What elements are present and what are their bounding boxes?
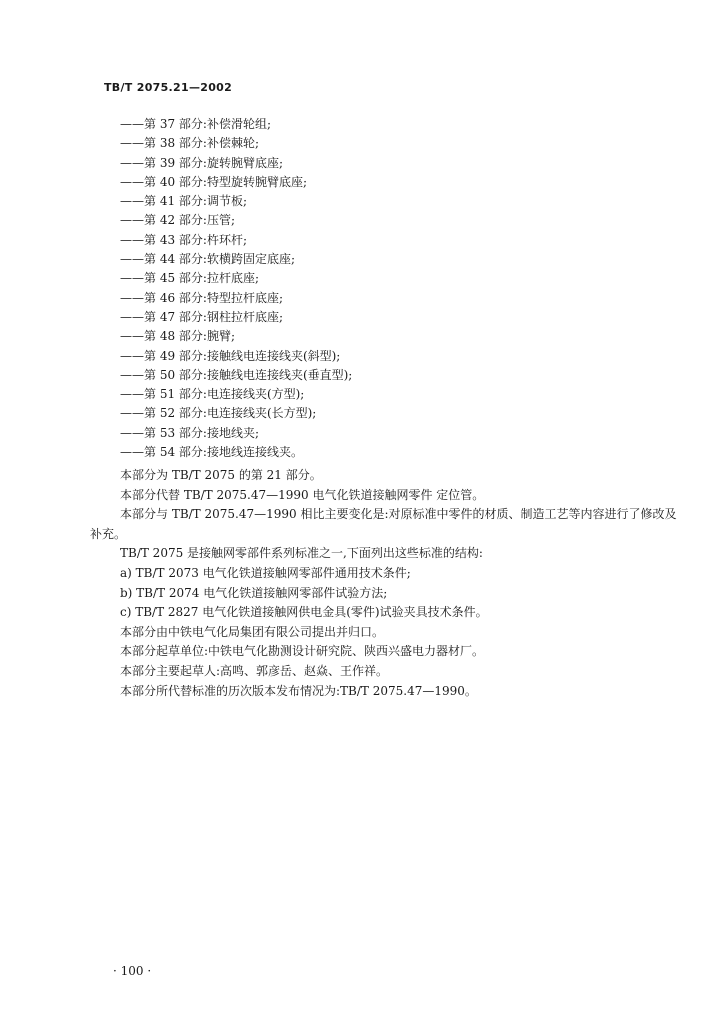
proposer-statement: 本部分由中铁电气化局集团有限公司提出并归口。 xyxy=(120,624,385,639)
part-statement: 本部分为 TB/T 2075 的第 21 部分。 xyxy=(120,468,322,482)
edition-history: 本部分所代替标准的历次版本发布情况为:TB/T 2075.47—1990。 xyxy=(120,683,477,698)
list-item: ——第 50 部分:接触线电连接线夹(垂直型); xyxy=(120,367,353,382)
list-item: ——第 37 部分:补偿滑轮组; xyxy=(120,117,271,131)
list-item: ——第 51 部分:电连接线夹(方型); xyxy=(120,387,305,402)
list-item: ——第 53 部分:接地线夹; xyxy=(120,425,259,440)
list-item: ——第 40 部分:特型旋转腕臂底座; xyxy=(120,174,307,189)
list-item: ——第 49 部分:接触线电连接线夹(斜型); xyxy=(120,348,341,363)
foreword-body xyxy=(90,466,680,701)
list-item: ——第 47 部分:钢柱拉杆底座; xyxy=(120,309,283,324)
list-item: ——第 44 部分:软横跨固定底座; xyxy=(120,252,295,267)
page-number: · 100 · xyxy=(113,964,152,978)
list-item: ——第 38 部分:补偿棘轮; xyxy=(120,136,259,151)
standard-item: c) TB/T 2827 电气化铁道接触网供电金具(零件)试验夹具技术条件。 xyxy=(120,605,488,620)
list-item: ——第 54 部分:接地线连接线夹。 xyxy=(120,445,303,460)
list-item: ——第 42 部分:压管; xyxy=(120,213,235,228)
standards-list xyxy=(90,564,680,623)
replacement-statement: 本部分代替 TB/T 2075.47—1990 电气化铁道接触网零件 定位管。 xyxy=(120,487,485,502)
list-item: ——第 43 部分:杵环杆; xyxy=(120,232,247,247)
drafters: 本部分主要起草人:高鸣、郭彦岳、赵焱、王作祥。 xyxy=(120,663,389,678)
drafting-units: 本部分起草单位:中铁电气化勘测设计研究院、陕西兴盛电力器材厂。 xyxy=(120,644,485,659)
parts-list xyxy=(120,115,352,462)
standard-item: a) TB/T 2073 电气化铁道接触网零部件通用技术条件; xyxy=(120,565,411,580)
list-item: ——第 41 部分:调节板; xyxy=(120,194,247,209)
standard-code-header: TB/T 2075.21—2002 xyxy=(104,81,233,94)
standard-item: b) TB/T 2074 电气化铁道接触网零部件试验方法; xyxy=(120,585,388,600)
list-item: ——第 45 部分:拉杆底座; xyxy=(120,271,259,286)
list-item: ——第 48 部分:腕臂; xyxy=(120,329,235,344)
list-item: ——第 52 部分:电连接线夹(长方型); xyxy=(120,406,317,421)
series-intro: TB/T 2075 是接触网零部件系列标准之一,下面列出这些标准的结构: xyxy=(120,546,483,561)
changes-statement: 本部分与 TB/T 2075.47—1990 相比主要变化是:对原标准中零件的材质、制造工艺等内容进行了修改及补充。 xyxy=(90,507,677,541)
list-item: ——第 39 部分:旋转腕臂底座; xyxy=(120,155,283,170)
list-item: ——第 46 部分:特型拉杆底座; xyxy=(120,290,283,305)
